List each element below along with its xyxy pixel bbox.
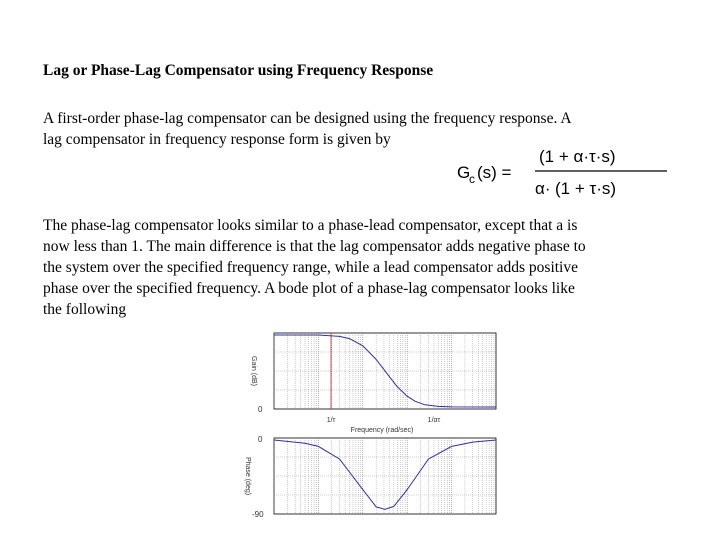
phase-curve — [274, 440, 496, 509]
bode-plot — [232, 325, 507, 525]
magnitude-ytick-label: 0 — [258, 405, 263, 414]
body-line: The phase-lag compensator looks similar to a phase-lead compensator, except that a is — [43, 217, 578, 234]
body-line: the following — [43, 301, 127, 318]
phase-ylabel: Phase (deg) — [244, 456, 251, 496]
magnitude-panel — [250, 333, 496, 434]
phase-grid — [274, 438, 496, 514]
lag-compensator-formula — [455, 140, 675, 200]
body-paragraph — [43, 215, 693, 320]
formula-lhs: G — [457, 163, 471, 182]
formula-lhs-subscript: c — [469, 172, 475, 186]
frequency-xlabel: Frequency (rad/sec) — [350, 427, 414, 434]
intro-line: A first-order phase-lag compensator can be designed using the frequency response. A — [43, 110, 572, 127]
xtick-label-1-over-tau: 1/τ — [326, 417, 336, 424]
formula-denominator-prefix: α· — [535, 179, 551, 198]
formula-denominator: (1 + τ·s) — [555, 179, 617, 198]
phase-ytick-label-zero: 0 — [258, 435, 263, 444]
body-line: the system over the specified frequency range, while a lead compensator adds positive — [43, 259, 578, 276]
body-line: now less than 1. The main difference is that the lag compensator adds negative phase to — [43, 238, 586, 255]
magnitude-ylabel: Gain (dB) — [250, 356, 257, 386]
slide-title: Lag or Phase-Lag Compensator using Frequency Response — [43, 62, 434, 79]
phase-ytick-label-minus90: -90 — [252, 510, 264, 519]
phase-panel — [244, 435, 496, 519]
formula-numerator: (1 + α·τ·s) — [539, 147, 616, 166]
intro-line: lag compensator in frequency response form is given by — [43, 131, 391, 148]
body-line: phase over the specified frequency. A bode plot of a phase-lag compensator looks like — [43, 280, 575, 297]
formula-lhs-arg: (s) = — [477, 163, 512, 182]
xtick-label-1-over-alpha-tau: 1/ατ — [427, 417, 441, 424]
